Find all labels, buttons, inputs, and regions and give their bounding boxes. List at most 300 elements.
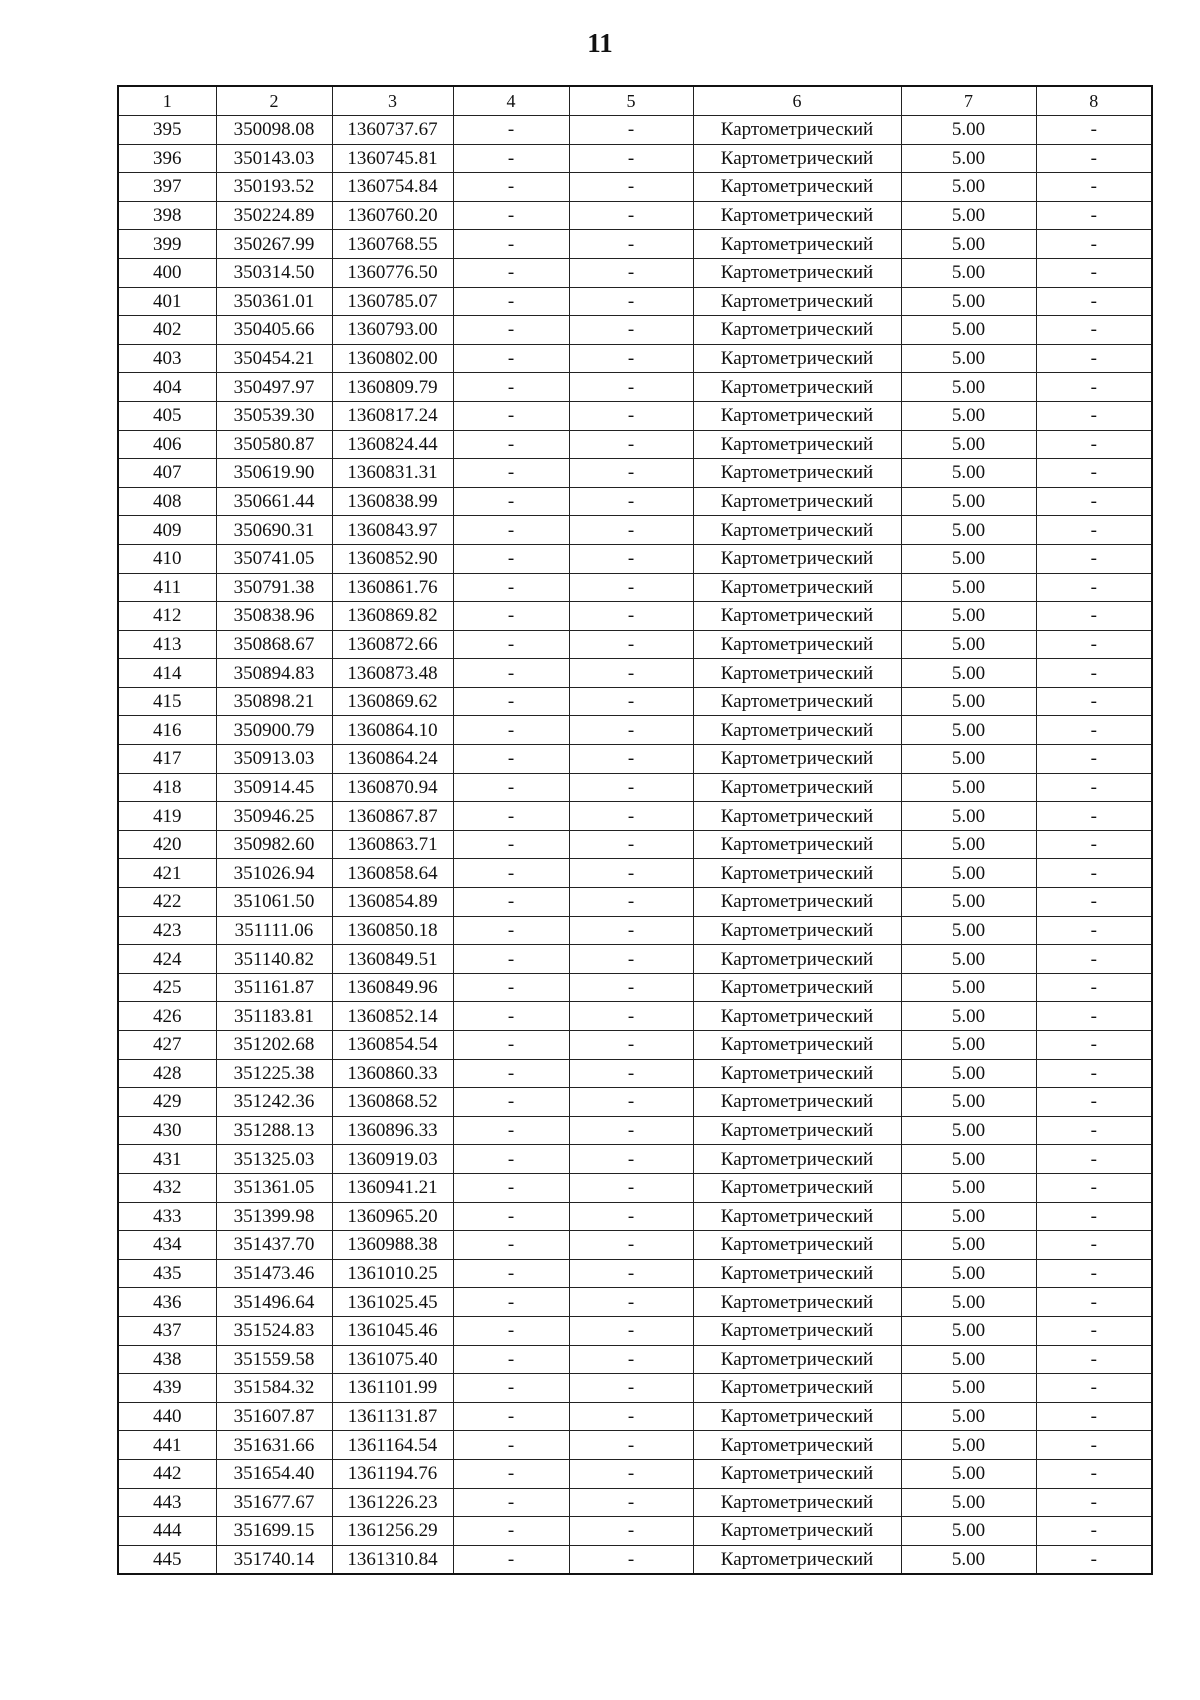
table-cell: - [453, 1288, 569, 1317]
table-cell: 1360861.76 [332, 573, 453, 602]
table-cell: 5.00 [901, 973, 1036, 1002]
table-row [118, 1145, 1152, 1174]
table-cell: - [569, 430, 693, 459]
table-cell: 351061.50 [216, 888, 332, 917]
table-cell: - [1036, 316, 1152, 345]
table-cell: 1361131.87 [332, 1402, 453, 1431]
table-row [118, 830, 1152, 859]
table-cell: - [1036, 487, 1152, 516]
table-cell: 439 [118, 1374, 216, 1403]
table-cell: - [453, 258, 569, 287]
table-cell: Картометрический [693, 973, 901, 1002]
table-row [118, 1517, 1152, 1546]
table-cell: - [453, 1517, 569, 1546]
table-cell: 5.00 [901, 173, 1036, 202]
table-cell: 1360824.44 [332, 430, 453, 459]
table-cell: 1360919.03 [332, 1145, 453, 1174]
table-cell: - [569, 116, 693, 145]
table-cell: - [453, 802, 569, 831]
table-cell: - [1036, 1374, 1152, 1403]
table-cell: 1360965.20 [332, 1202, 453, 1231]
table-cell: - [569, 802, 693, 831]
table-cell: - [569, 1202, 693, 1231]
table-cell: 351631.66 [216, 1431, 332, 1460]
table-cell: Картометрический [693, 1431, 901, 1460]
table-cell: - [569, 687, 693, 716]
table-cell: 351437.70 [216, 1231, 332, 1260]
table-row [118, 1345, 1152, 1374]
table-cell: - [569, 1517, 693, 1546]
table-cell: 1360809.79 [332, 373, 453, 402]
table-row [118, 173, 1152, 202]
table-cell: 1361010.25 [332, 1259, 453, 1288]
table-cell: 5.00 [901, 1259, 1036, 1288]
table-row [118, 1259, 1152, 1288]
table-row [118, 487, 1152, 516]
table-row [118, 1202, 1152, 1231]
table-cell: 1361101.99 [332, 1374, 453, 1403]
table-cell: 350314.50 [216, 258, 332, 287]
table-cell: Картометрический [693, 859, 901, 888]
table-cell: - [453, 602, 569, 631]
column-header: 3 [332, 86, 453, 116]
table-cell: 5.00 [901, 830, 1036, 859]
table-cell: - [569, 745, 693, 774]
table-cell: Картометрический [693, 1459, 901, 1488]
table-cell: - [453, 516, 569, 545]
table-row [118, 1431, 1152, 1460]
column-header: 6 [693, 86, 901, 116]
table-row [118, 1374, 1152, 1403]
table-cell: 426 [118, 1002, 216, 1031]
table-cell: 1361256.29 [332, 1517, 453, 1546]
table-cell: 1360864.24 [332, 745, 453, 774]
table-cell: 351699.15 [216, 1517, 332, 1546]
column-header: 8 [1036, 86, 1152, 116]
table-cell: 350497.97 [216, 373, 332, 402]
table-cell: 1361164.54 [332, 1431, 453, 1460]
table-cell: 1360868.52 [332, 1088, 453, 1117]
table-cell: 1360854.89 [332, 888, 453, 917]
table-row [118, 859, 1152, 888]
table-cell: - [1036, 773, 1152, 802]
table-cell: 350982.60 [216, 830, 332, 859]
table-cell: Картометрический [693, 687, 901, 716]
table-cell: Картометрический [693, 1374, 901, 1403]
table-cell: 432 [118, 1173, 216, 1202]
table-cell: - [1036, 1116, 1152, 1145]
table-row [118, 230, 1152, 259]
table-cell: 351473.46 [216, 1259, 332, 1288]
table-cell: - [453, 1488, 569, 1517]
table-cell: - [1036, 859, 1152, 888]
table-cell: 350098.08 [216, 116, 332, 145]
table-cell: 350539.30 [216, 401, 332, 430]
table-cell: 1360849.51 [332, 945, 453, 974]
table-cell: 350894.83 [216, 659, 332, 688]
table-cell: 1360850.18 [332, 916, 453, 945]
table-cell: 442 [118, 1459, 216, 1488]
table-body [118, 116, 1152, 1575]
table-cell: - [569, 1316, 693, 1345]
table-cell: 1360870.94 [332, 773, 453, 802]
table-cell: 5.00 [901, 745, 1036, 774]
table-cell: 398 [118, 201, 216, 230]
table-cell: 1360760.20 [332, 201, 453, 230]
table-cell: 415 [118, 687, 216, 716]
table-cell: Картометрический [693, 1116, 901, 1145]
table-row [118, 630, 1152, 659]
table-cell: Картометрический [693, 888, 901, 917]
table-cell: 1360776.50 [332, 258, 453, 287]
table-cell: Картометрический [693, 945, 901, 974]
table-cell: 5.00 [901, 888, 1036, 917]
table-cell: 351111.06 [216, 916, 332, 945]
table-cell: - [569, 516, 693, 545]
table-cell: Картометрический [693, 1002, 901, 1031]
table-cell: - [453, 687, 569, 716]
table-row [118, 888, 1152, 917]
table-cell: 1360869.62 [332, 687, 453, 716]
table-cell: - [453, 888, 569, 917]
table-cell: Картометрический [693, 630, 901, 659]
table-row [118, 316, 1152, 345]
table-cell: - [453, 173, 569, 202]
table-cell: 403 [118, 344, 216, 373]
table-cell: 350900.79 [216, 716, 332, 745]
table-cell: 350193.52 [216, 173, 332, 202]
table-cell: 413 [118, 630, 216, 659]
table-cell: Картометрический [693, 830, 901, 859]
table-cell: - [453, 1345, 569, 1374]
table-cell: 350267.99 [216, 230, 332, 259]
table-cell: - [1036, 1031, 1152, 1060]
table-cell: 351654.40 [216, 1459, 332, 1488]
table-cell: Картометрический [693, 201, 901, 230]
table-row [118, 916, 1152, 945]
table-cell: Картометрический [693, 1402, 901, 1431]
table-cell: 410 [118, 544, 216, 573]
table-cell: 1360802.00 [332, 344, 453, 373]
table-cell: 5.00 [901, 916, 1036, 945]
table-cell: 418 [118, 773, 216, 802]
table-cell: 350580.87 [216, 430, 332, 459]
table-cell: 422 [118, 888, 216, 917]
column-header: 7 [901, 86, 1036, 116]
table-cell: Картометрический [693, 1031, 901, 1060]
table-cell: 351496.64 [216, 1288, 332, 1317]
table-cell: - [453, 430, 569, 459]
table-cell: 411 [118, 573, 216, 602]
table-cell: 1361194.76 [332, 1459, 453, 1488]
table-cell: 400 [118, 258, 216, 287]
table-cell: - [453, 1059, 569, 1088]
table-cell: 423 [118, 916, 216, 945]
table-cell: - [1036, 630, 1152, 659]
table-cell: - [569, 230, 693, 259]
table-cell: - [569, 973, 693, 1002]
table-cell: Картометрический [693, 516, 901, 545]
table-row [118, 1173, 1152, 1202]
table-cell: - [569, 1345, 693, 1374]
table-cell: 441 [118, 1431, 216, 1460]
table-cell: Картометрический [693, 459, 901, 488]
table-cell: - [1036, 1059, 1152, 1088]
table-cell: - [569, 1002, 693, 1031]
table-cell: 351183.81 [216, 1002, 332, 1031]
table-cell: - [453, 1374, 569, 1403]
table-cell: Картометрический [693, 1545, 901, 1574]
table-cell: - [1036, 945, 1152, 974]
table-cell: - [1036, 745, 1152, 774]
table-cell: - [1036, 373, 1152, 402]
table-cell: 350619.90 [216, 459, 332, 488]
table-row [118, 573, 1152, 602]
table-cell: - [569, 773, 693, 802]
table-cell: - [1036, 144, 1152, 173]
table-cell: - [569, 888, 693, 917]
table-cell: Картометрический [693, 1345, 901, 1374]
table-row [118, 1088, 1152, 1117]
table-cell: 351740.14 [216, 1545, 332, 1574]
table-cell: 5.00 [901, 945, 1036, 974]
table-row [118, 258, 1152, 287]
table-cell: - [453, 344, 569, 373]
table-cell: 1360843.97 [332, 516, 453, 545]
table-cell: Картометрический [693, 116, 901, 145]
table-cell: - [1036, 802, 1152, 831]
table-cell: - [1036, 230, 1152, 259]
table-cell: 1360852.14 [332, 1002, 453, 1031]
table-cell: 406 [118, 430, 216, 459]
table-cell: 1360831.31 [332, 459, 453, 488]
table-cell: - [569, 1259, 693, 1288]
table-cell: 350361.01 [216, 287, 332, 316]
column-header: 4 [453, 86, 569, 116]
table-cell: - [1036, 716, 1152, 745]
table-cell: - [453, 1231, 569, 1260]
table-cell: Картометрический [693, 1288, 901, 1317]
table-cell: 1360869.82 [332, 602, 453, 631]
table-cell: 1360860.33 [332, 1059, 453, 1088]
table-cell: Картометрический [693, 344, 901, 373]
table-cell: - [569, 630, 693, 659]
table-cell: Картометрический [693, 802, 901, 831]
table-cell: - [569, 1374, 693, 1403]
table-cell: - [453, 573, 569, 602]
table-cell: - [453, 1402, 569, 1431]
table-cell: 1361025.45 [332, 1288, 453, 1317]
table-cell: 5.00 [901, 1545, 1036, 1574]
table-cell: 5.00 [901, 258, 1036, 287]
table-cell: 350454.21 [216, 344, 332, 373]
table-cell: 5.00 [901, 201, 1036, 230]
table-cell: 1360849.96 [332, 973, 453, 1002]
table-cell: 427 [118, 1031, 216, 1060]
table-cell: 350868.67 [216, 630, 332, 659]
table-cell: - [569, 830, 693, 859]
table-cell: 1360941.21 [332, 1173, 453, 1202]
table-row [118, 1402, 1152, 1431]
table-cell: 445 [118, 1545, 216, 1574]
table-cell: - [1036, 830, 1152, 859]
table-cell: - [569, 1031, 693, 1060]
table-cell: 1360854.54 [332, 1031, 453, 1060]
table-cell: 351242.36 [216, 1088, 332, 1117]
table-cell: - [1036, 1202, 1152, 1231]
table-cell: Картометрический [693, 487, 901, 516]
table-cell: - [569, 287, 693, 316]
table-cell: - [1036, 287, 1152, 316]
table-cell: Картометрический [693, 1259, 901, 1288]
table-cell: 5.00 [901, 859, 1036, 888]
table-cell: 5.00 [901, 573, 1036, 602]
table-cell: 425 [118, 973, 216, 1002]
table-cell: 5.00 [901, 1288, 1036, 1317]
table-cell: - [569, 201, 693, 230]
table-cell: 399 [118, 230, 216, 259]
table-cell: - [569, 1145, 693, 1174]
table-cell: 1360737.67 [332, 116, 453, 145]
table-cell: - [569, 1088, 693, 1117]
table-cell: 5.00 [901, 602, 1036, 631]
table-cell: 5.00 [901, 1431, 1036, 1460]
table-cell: 1360817.24 [332, 401, 453, 430]
table-cell: - [453, 973, 569, 1002]
table-cell: 1360858.64 [332, 859, 453, 888]
table-cell: 397 [118, 173, 216, 202]
table-cell: 5.00 [901, 287, 1036, 316]
table-row [118, 973, 1152, 1002]
table-row [118, 1459, 1152, 1488]
table-cell: 438 [118, 1345, 216, 1374]
table-cell: Картометрический [693, 773, 901, 802]
table-cell: 5.00 [901, 230, 1036, 259]
table-cell: 5.00 [901, 1059, 1036, 1088]
table-cell: - [1036, 544, 1152, 573]
table-cell: 351140.82 [216, 945, 332, 974]
table-cell: - [453, 916, 569, 945]
table-cell: - [453, 1316, 569, 1345]
table-cell: 5.00 [901, 1145, 1036, 1174]
table-row [118, 1316, 1152, 1345]
table-cell: - [569, 1231, 693, 1260]
table-cell: Картометрический [693, 1517, 901, 1546]
table-cell: 440 [118, 1402, 216, 1431]
table-cell: - [453, 373, 569, 402]
table-cell: - [1036, 1459, 1152, 1488]
table-cell: 5.00 [901, 430, 1036, 459]
table-cell: - [569, 716, 693, 745]
table-row [118, 745, 1152, 774]
table-cell: - [453, 659, 569, 688]
table-cell: 1361310.84 [332, 1545, 453, 1574]
table-cell: 5.00 [901, 344, 1036, 373]
table-cell: - [453, 1173, 569, 1202]
table-cell: 350405.66 [216, 316, 332, 345]
table-cell: 431 [118, 1145, 216, 1174]
table-cell: 5.00 [901, 459, 1036, 488]
table-row [118, 659, 1152, 688]
table-cell: 5.00 [901, 1345, 1036, 1374]
table-cell: - [1036, 916, 1152, 945]
table-cell: 408 [118, 487, 216, 516]
table-cell: 5.00 [901, 1002, 1036, 1031]
table-cell: - [569, 459, 693, 488]
table-cell: Картометрический [693, 573, 901, 602]
table-cell: - [1036, 201, 1152, 230]
table-cell: 1360838.99 [332, 487, 453, 516]
table-cell: Картометрический [693, 287, 901, 316]
table-cell: 5.00 [901, 659, 1036, 688]
table-cell: 350690.31 [216, 516, 332, 545]
table-cell: 1361226.23 [332, 1488, 453, 1517]
table-cell: - [569, 916, 693, 945]
table-cell: 1360863.71 [332, 830, 453, 859]
table-cell: - [569, 1059, 693, 1088]
table-cell: - [453, 1002, 569, 1031]
table-cell: 419 [118, 802, 216, 831]
table-cell: - [569, 316, 693, 345]
table-cell: - [453, 1145, 569, 1174]
table-cell: - [453, 287, 569, 316]
table-cell: - [1036, 687, 1152, 716]
table-cell: 5.00 [901, 316, 1036, 345]
table-cell: Картометрический [693, 716, 901, 745]
column-header: 5 [569, 86, 693, 116]
table-cell: - [569, 1545, 693, 1574]
table-cell: - [569, 602, 693, 631]
table-cell: 351607.87 [216, 1402, 332, 1431]
table-cell: 350913.03 [216, 745, 332, 774]
table-cell: 429 [118, 1088, 216, 1117]
table-row [118, 287, 1152, 316]
table-cell: Картометрический [693, 373, 901, 402]
table-cell: - [1036, 573, 1152, 602]
table-cell: Картометрический [693, 1202, 901, 1231]
column-header: 2 [216, 86, 332, 116]
table-row [118, 401, 1152, 430]
table-cell: 5.00 [901, 630, 1036, 659]
table-cell: Картометрический [693, 230, 901, 259]
table-cell: 1360867.87 [332, 802, 453, 831]
table-cell: - [569, 1488, 693, 1517]
table-cell: - [453, 1088, 569, 1117]
table-cell: 1360864.10 [332, 716, 453, 745]
table-cell: - [1036, 1145, 1152, 1174]
table-cell: - [569, 859, 693, 888]
table-cell: 350898.21 [216, 687, 332, 716]
table-cell: - [1036, 1488, 1152, 1517]
table-cell: - [453, 773, 569, 802]
table-cell: - [453, 1545, 569, 1574]
table-cell: - [569, 1116, 693, 1145]
table-cell: - [1036, 1288, 1152, 1317]
table-cell: 5.00 [901, 1173, 1036, 1202]
table-cell: 5.00 [901, 1088, 1036, 1117]
table-row [118, 459, 1152, 488]
table-cell: - [1036, 516, 1152, 545]
table-cell: 5.00 [901, 1202, 1036, 1231]
table-row [118, 373, 1152, 402]
page-number: 11 [587, 28, 613, 58]
table-cell: 5.00 [901, 1517, 1036, 1546]
table-cell: Картометрический [693, 916, 901, 945]
table-cell: - [569, 258, 693, 287]
table-cell: 350946.25 [216, 802, 332, 831]
table-cell: 430 [118, 1116, 216, 1145]
table-cell: Картометрический [693, 144, 901, 173]
